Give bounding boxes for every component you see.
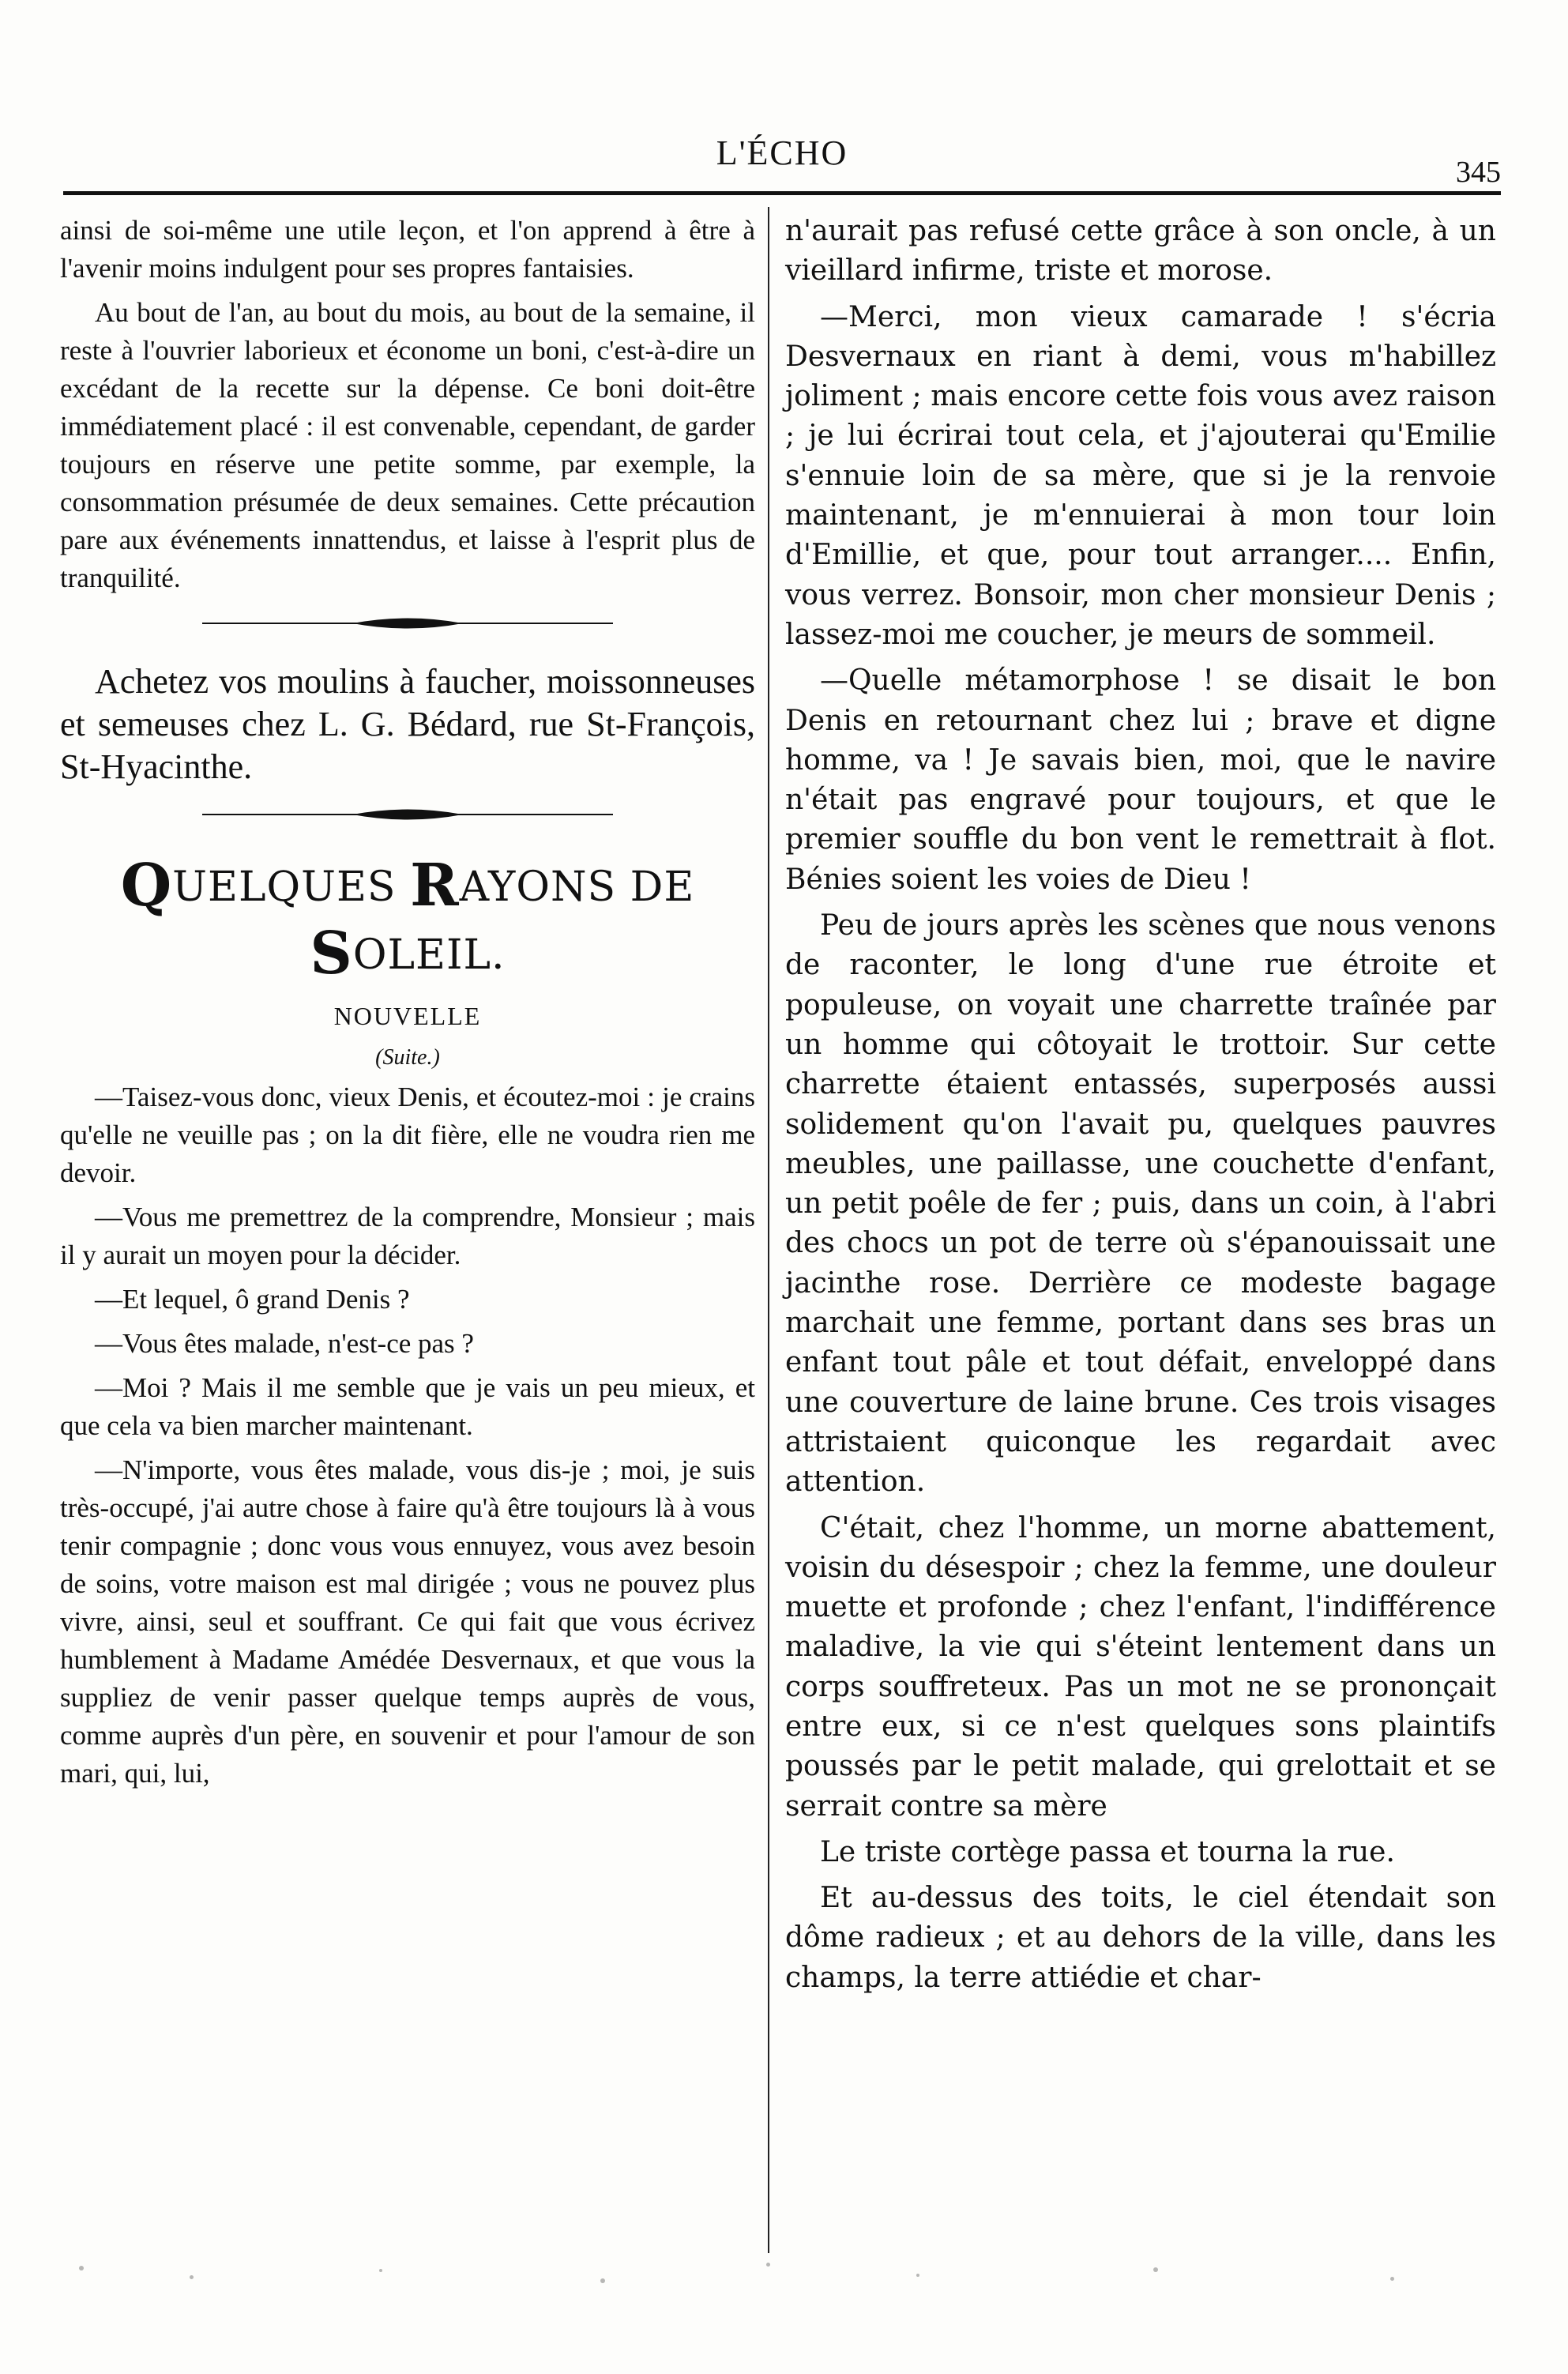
advertisement: Achetez vos moulins à faucher, moissonneuses et semeuses chez L. G. Bédard, rue St-François, St-Hyacinthe. <box>60 662 755 786</box>
dialogue-paragraph: —Taisez-vous donc, vieux Denis, et écoutez-moi : je crains qu'elle ne veuille pas ; on la dit fière, elle ne voudra rien me devoir. <box>60 1082 755 1188</box>
header-rule <box>63 191 1501 195</box>
column-divider <box>768 207 769 2253</box>
dialogue-paragraph: —Vous me premettrez de la comprendre, Monsieur ; mais il y aurait un moyen pour la décider. <box>60 1202 755 1270</box>
paragraph: Le triste cortège passa et tourna la rue. <box>820 1835 1395 1868</box>
title-initial: Q <box>120 852 173 920</box>
paragraph: Au bout de l'an, au bout du mois, au bout de la semaine, il reste à l'ouvrier laborieux et économe un boni, c'est-à-dire un excédant de la recette sur la dépense. Ce boni doit-être immédiatement placé : il est convenable, cependant, de garder toujours en réserve une petite somme, par exemple, la consommation présumée de deux semaines. Cette précaution pare aux événements innattendus, et laisse à l'esprit plus de tranquilité. <box>60 297 755 593</box>
left-column <box>60 212 755 1799</box>
title-word: AYONS <box>459 863 617 911</box>
paragraph: ainsi de soi-même une utile leçon, et l'on apprend à être à l'avenir moins indulgent pour ses propres fantaisies. <box>60 215 755 284</box>
ornamental-divider <box>202 615 613 632</box>
title-word: UELQUES <box>172 863 397 911</box>
dialogue-paragraph: —Moi ? Mais il me semble que je vais un peu mieux, et que cela va bien marcher maintenant. <box>60 1372 755 1441</box>
page-number: 345 <box>1456 156 1501 189</box>
continued-note: (Suite.) <box>375 1045 440 1070</box>
right-column <box>785 212 1496 2004</box>
paragraph: C'était, chez l'homme, un morne abattement, voisin du désespoir ; chez la femme, une douleur muette et profonde ; chez l'enfant, l'indifférence maladive, la vie qui s'éteint lentement dans un corps souffreteux. Pas un mot ne se prononçait entre eux, si ce n'est quelques sons plaintifs poussés par le petit malade, qui grelottait et se serrait contre sa mère <box>785 1511 1496 1823</box>
title-initial: S <box>310 920 353 988</box>
print-smudge <box>47 2252 1517 2299</box>
paragraph: Et au-dessus des toits, le ciel étendait son dôme radieux ; et au dehors de la ville, dans les champs, la terre attiédie et char- <box>785 1882 1496 1994</box>
dialogue-paragraph: —N'importe, vous êtes malade, vous dis-je ; moi, je suis très-occupé, j'ai autre chose à faire qu'à être toujours là à vous tenir compagnie ; donc vous vous ennuyez, vous avez besoin de soins, votre maison est mal dirigée ; vous ne pouvez plus vivre, ainsi, seul et souffrant. Ce qui fait que vous écrivez humblement à Madame Amédée Desvernaux, et que vous la suppliez de venir passer quelque temps auprès de vous, comme auprès d'un père, en souvenir et pour l'amour de son mari, qui, lui, <box>60 1454 755 1789</box>
dialogue-paragraph: —Et lequel, ô grand Denis ? <box>95 1284 410 1315</box>
journal-title: L'ÉCHO <box>716 134 848 172</box>
title-word: DE <box>630 863 695 911</box>
story-subtitle: NOUVELLE <box>333 1002 482 1030</box>
story-title <box>60 852 755 988</box>
paragraph: n'aurait pas refusé cette grâce à son oncle, à un vieillard infirme, triste et morose. <box>785 215 1496 288</box>
paragraph: —Quelle métamorphose ! se disait le bon Denis en retournant chez lui ; brave et digne homme, va ! Je savais bien, moi, que le navire n'était pas engravé pour toujours, et que le premier souffle du bon vent le remettrait à flot. Bénies soient les voies de Dieu ! <box>785 664 1496 896</box>
paragraph: —Merci, mon vieux camarade ! s'écria Desvernaux en riant à demi, vous m'habillez joliment ; mais encore cette fois vous avez raison ; je lui écrirai tout cela, et j'ajouterai qu'Emilie s'ennuie loin de sa mère, que si je la renvoie maintenant, je m'ennuierai à mon tour loin d'Emillie, et que, pour tout arranger.... Enfin, vous verrez. Bonsoir, mon cher monsieur Denis ; lassez-moi me coucher, je meurs de sommeil. <box>785 300 1496 651</box>
dialogue-paragraph: —Vous êtes malade, n'est-ce pas ? <box>95 1328 474 1359</box>
ornamental-divider <box>202 806 613 823</box>
paragraph: Peu de jours après les scènes que nous venons de raconter, le long d'une rue étroite et populeuse, on voyait une charrette traînée par un homme qui côtoyait le trottoir. Sur cette charrette étaient entassés, superposés aussi solidement qu'on l'avait pu, quelques pauvres meubles, une paillasse, une couchette d'enfant, un petit poêle de fer ; puis, dans un coin, à l'abri des chocs un pot de terre où s'épanouissait une jacinthe rose. Derrière ce modeste bagage marchait une femme, portant dans ses bras un enfant tout pâle et tout défait, enveloppé dans une couverture de laine brune. Ces trois visages attristaient quiconque les regardait avec attention. <box>785 909 1496 1499</box>
title-initial: R <box>410 852 460 920</box>
title-word: OLEIL. <box>352 931 506 979</box>
page-header <box>63 133 1501 188</box>
